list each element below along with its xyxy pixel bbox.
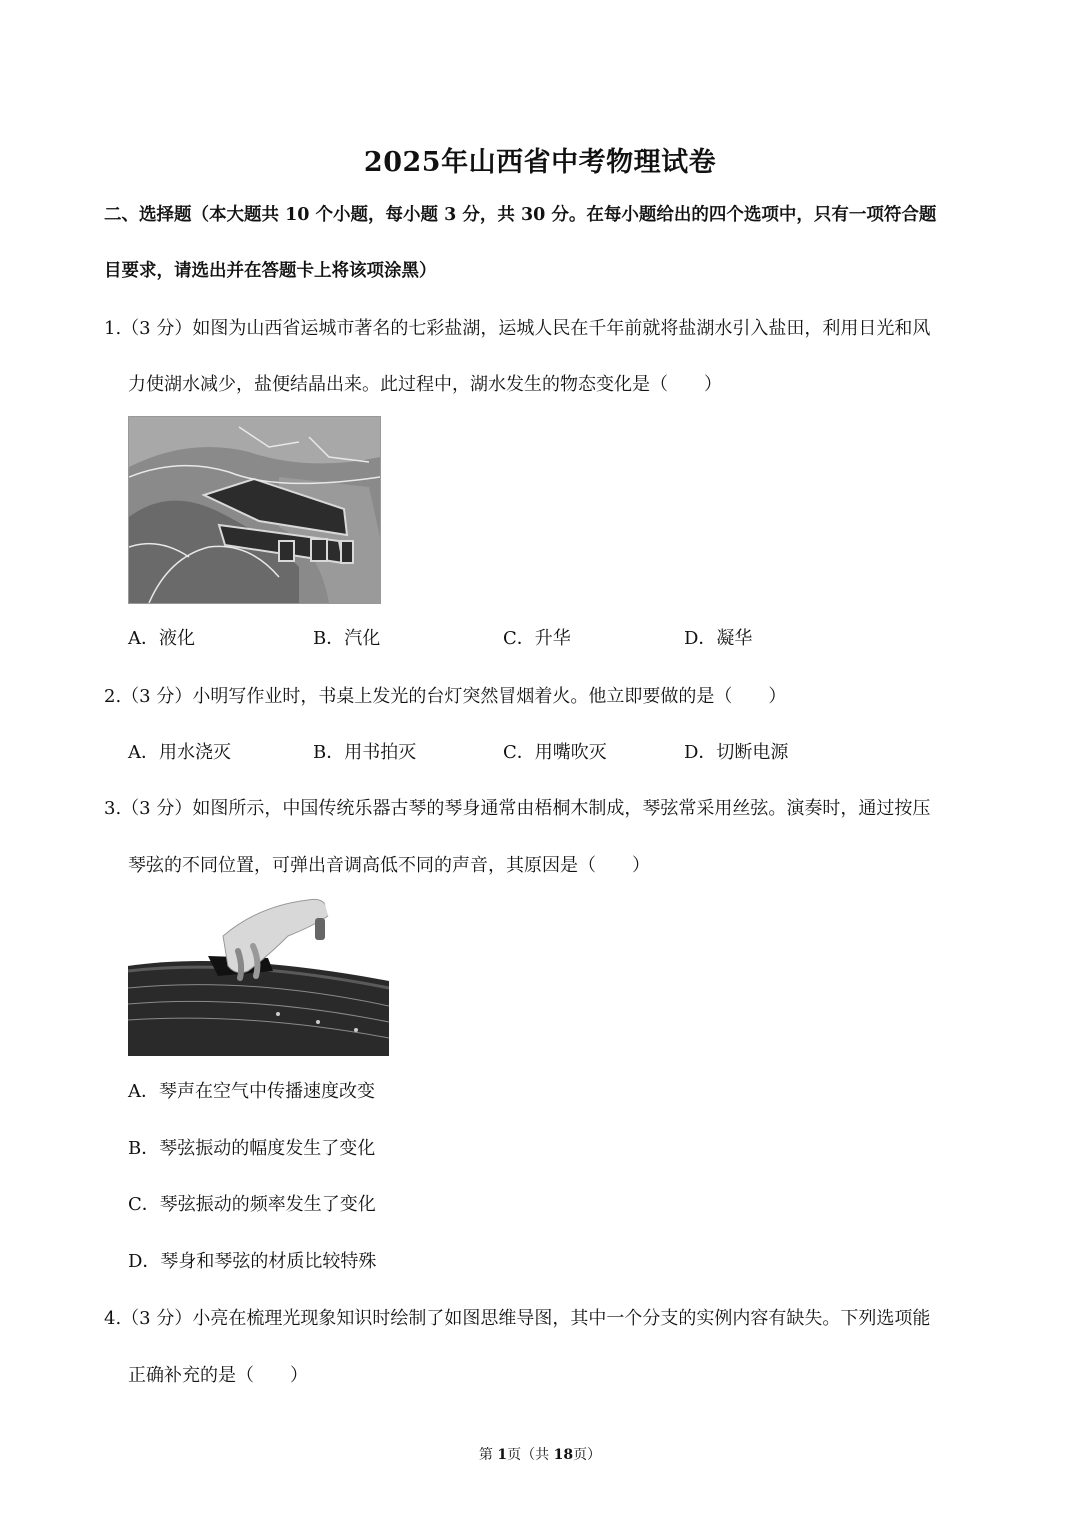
q1-option-c: C．升华 [503, 628, 571, 649]
section-header-line-2: 目要求，请选出并在答题卡上将该项涂黑） [104, 261, 437, 281]
q1-option-a: A．液化 [128, 628, 195, 649]
footer-mid: 页（共 [507, 1447, 554, 1463]
page-title: 2025年山西省中考物理试卷 [363, 147, 717, 178]
footer-pre: 第 [478, 1447, 498, 1463]
page-footer [0, 1444, 1080, 1464]
q2-option-c: C．用嘴吹灭 [503, 742, 607, 763]
q3-option-b: B．琴弦振动的幅度发生了变化 [128, 1138, 376, 1159]
question-4-text: 4.（3 分）小亮在梳理光现象知识时绘制了如图思维导图，其中一个分支的实例内容有缺失。下列选项能 [104, 1308, 931, 1329]
question-3-text-cont: 琴弦的不同位置，可弹出音调高低不同的声音，其原因是（ ） [128, 855, 650, 876]
section-header-line-1: 二、选择题（本大题共 10 个小题，每小题 3 分，共 30 分。在每小题给出的四个选项中，只有一项符合题 [104, 205, 937, 225]
q3-option-d: D．琴身和琴弦的材质比较特殊 [128, 1251, 377, 1272]
question-4-text-cont: 正确补充的是（ ） [128, 1365, 308, 1386]
question-1-text: 1.（3 分）如图为山西省运城市著名的七彩盐湖，运城人民在千年前就将盐湖水引入盐田，利用日光和风 [104, 318, 931, 339]
question-2-text: 2.（3 分）小明写作业时，书桌上发光的台灯突然冒烟着火。他立即要做的是（ ） [104, 686, 787, 707]
q2-option-d: D．切断电源 [684, 742, 789, 763]
guqin-photo [128, 896, 389, 1056]
footer-page-number: 1 [497, 1447, 508, 1463]
question-1-text-cont: 力使湖水减少，盐便结晶出来。此过程中，湖水发生的物态变化是（ ） [128, 374, 722, 395]
q2-option-b: B．用书拍灭 [313, 742, 417, 763]
q3-option-a: A．琴声在空气中传播速度改变 [128, 1081, 375, 1102]
footer-total-pages: 18 [553, 1447, 574, 1463]
q3-option-c: C．琴弦振动的频率发生了变化 [128, 1194, 376, 1215]
q1-option-b: B．汽化 [313, 628, 381, 649]
q2-option-a: A．用水浇灭 [128, 742, 231, 763]
salt-lake-aerial-photo [128, 416, 381, 604]
question-3-text: 3.（3 分）如图所示，中国传统乐器古琴的琴身通常由梧桐木制成，琴弦常采用丝弦。演奏时，通过按压 [104, 798, 931, 819]
footer-post: 页） [573, 1447, 602, 1463]
q1-option-d: D．凝华 [684, 628, 753, 649]
